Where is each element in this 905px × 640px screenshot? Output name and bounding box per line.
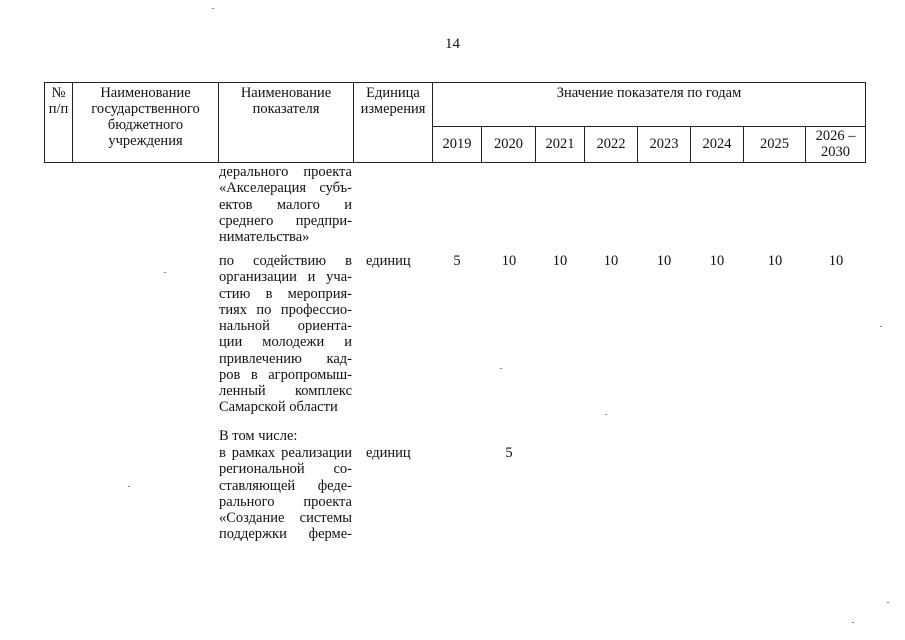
text-line: Самарской области	[219, 399, 338, 416]
row-2-value-2020: 5	[505, 445, 513, 461]
header-years-border	[432, 126, 866, 127]
row-1-value-2024: 10	[709, 253, 725, 269]
text-line: ции молодежи и	[219, 334, 352, 351]
page-number: 14	[445, 36, 460, 52]
scan-speck	[500, 368, 502, 369]
header-year: 2020	[494, 136, 523, 152]
header-year: 2019	[442, 136, 472, 152]
text-line: ров в агропромыш-	[219, 366, 352, 383]
row-1-value-2021: 10	[552, 253, 568, 269]
header-values-title: Значение показателя по годам	[556, 85, 742, 101]
text-line: поддержки ферме-	[219, 526, 352, 543]
header-year: 2025	[760, 136, 789, 152]
header-year: 2026 – 2030	[815, 128, 856, 160]
row-1-value-2025: 10	[767, 253, 783, 269]
header-num: № п/п	[48, 85, 69, 117]
text-line: в рамках реализации	[219, 445, 352, 461]
header-year: 2024	[702, 136, 732, 152]
text-line: ленный комплекс	[219, 383, 352, 399]
text-line: тиях по профессио-	[219, 301, 352, 318]
header-institution: Наименование государственного бюджетного учреждения	[91, 85, 200, 149]
text-line: рального проекта	[219, 493, 352, 510]
indicator-row-2-name	[219, 445, 352, 543]
text-line: ектов малого и	[219, 196, 352, 213]
text-line: нальной ориента-	[219, 318, 352, 334]
row-1-value-2023: 10	[656, 253, 672, 269]
text-line: дерального проекта	[219, 164, 352, 180]
scan-speck	[880, 326, 882, 327]
row-1-value-2020: 10	[501, 253, 517, 269]
text-line: региональной со-	[219, 461, 352, 478]
header-top-border	[44, 82, 866, 83]
header-unit: Единица измерения	[360, 85, 426, 117]
header-indicator: Наименование показателя	[240, 85, 332, 117]
indicator-row-1-name	[219, 253, 352, 416]
text-line: стию в мероприя-	[219, 285, 352, 302]
including-label: В том числе:	[219, 428, 298, 444]
header-year: 2021	[545, 136, 575, 152]
scan-speck	[852, 622, 854, 623]
row-1-value-2026-2030: 10	[828, 253, 844, 269]
text-line: привлечению кад-	[219, 350, 352, 367]
row-1-value-2022: 10	[603, 253, 619, 269]
col-border	[865, 82, 866, 163]
row-1-unit: единиц	[366, 253, 411, 269]
indicator-continuation	[219, 164, 352, 245]
scan-speck	[887, 602, 889, 603]
text-line: организации и уча-	[219, 269, 352, 286]
text-line: «Создание системы	[219, 510, 352, 526]
text-line: среднего предпри-	[219, 212, 352, 229]
header-year: 2022	[596, 136, 626, 152]
row-1-value-2019: 5	[453, 253, 461, 269]
scan-speck	[212, 8, 214, 9]
scan-speck	[605, 414, 607, 415]
text-line: по содействию в	[219, 253, 352, 269]
text-line: «Акселерация субъ-	[219, 180, 352, 197]
row-2-unit: единиц	[366, 445, 411, 461]
text-line: ставляющей феде-	[219, 477, 352, 494]
text-line: нимательства»	[219, 229, 310, 245]
scan-speck	[164, 272, 166, 273]
header-year: 2023	[649, 136, 679, 152]
scan-speck	[128, 486, 130, 487]
